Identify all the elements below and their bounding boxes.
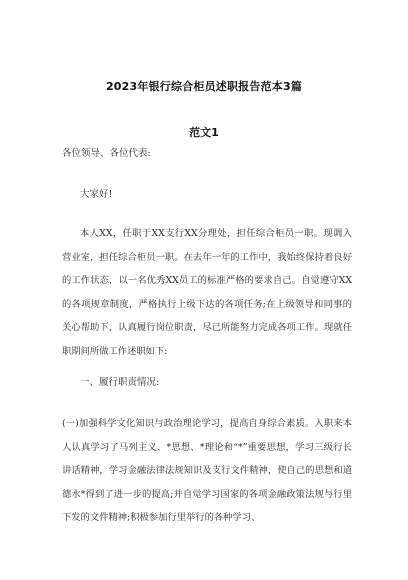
heading-duties: 一、履行职责情况:	[80, 377, 160, 388]
greeting: 大家好!	[80, 189, 113, 200]
paragraph-study: (一)加强科学文化知识与政治理论学习，提高自身综合素质。入职来本人认真学习了马列主义、*思想、*理论和“*”重要思想，学习三级行长讲话精神，学习金融法律法规知识及支行文件精神，使自己的思想和道德水*得到了进一步的提高;并自觉学习国家的各项金融政策法规与行里下发的文件精神;积极参加行里举行的各种学习、	[62, 418, 352, 523]
document-title: 2023年银行综合柜员述职报告范本3篇	[105, 80, 303, 93]
section-title: 范文1	[189, 126, 219, 139]
salutation: 各位领导、各位代表:	[62, 148, 151, 159]
paragraph-introduction: 本人XX，任职于XX支行XX分理处，担任综合柜员一职。现调入营业室，担任综合柜员一职。在去年一年的工作中，我始终保持着良好的工作状态，以一名优秀XX员工的标准严格的要求自己。自觉遵守XX的各项规章制度，严格执行上级下达的各项任务;在上级领导和同事的关心帮助下，认真履行岗位职责，尽己所能努力完成各项工作。现就任职期间所做工作述职如下:	[62, 228, 352, 357]
